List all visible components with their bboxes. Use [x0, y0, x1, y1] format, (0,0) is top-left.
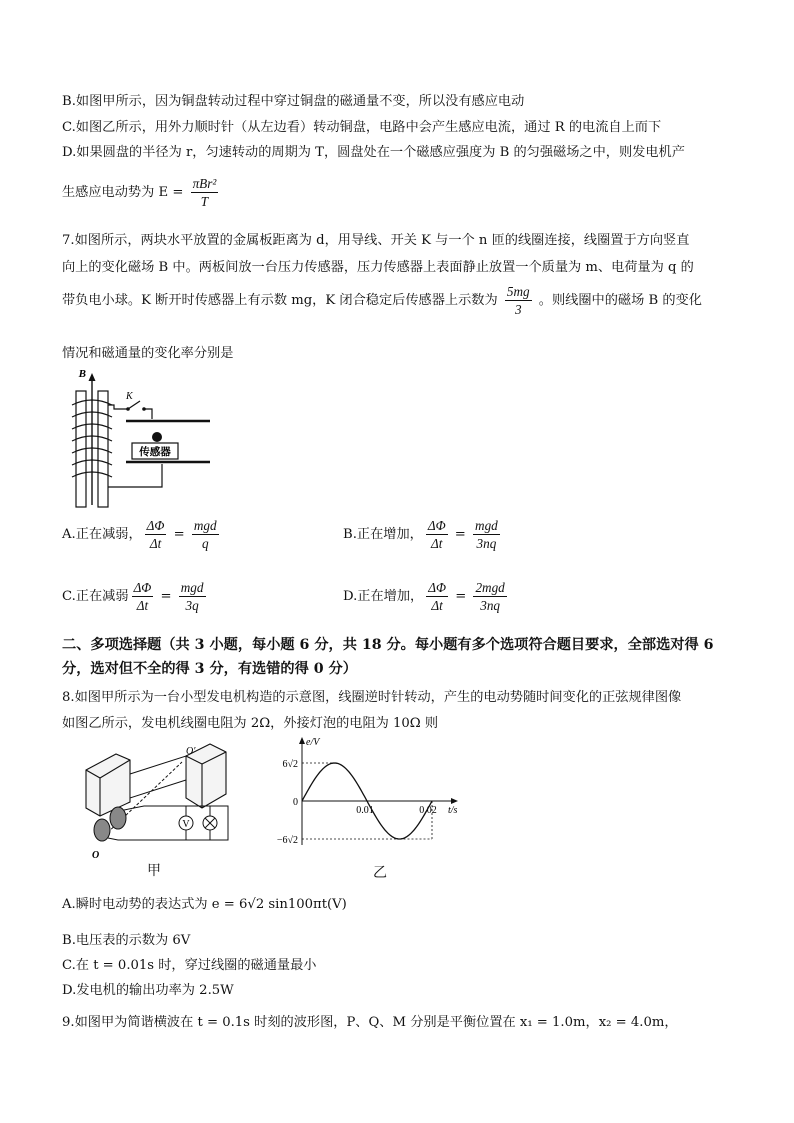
q8-emf-chart [258, 735, 468, 850]
q6-option-d-line1: D.如果圆盘的半径为 r，匀速转动的周期为 T，圆盘处在一个磁感应强度为 B 的匀强磁场之中，则发电机产 [62, 145, 685, 160]
wire-top [108, 405, 128, 409]
q7-line3-prefix: 带负电小球。K 断开时传感器上有示数 mg，K 闭合稳定后传感器上示数为 [62, 293, 498, 308]
q7-circuit-figure [64, 365, 224, 515]
y-axis-label: e/V [306, 737, 320, 748]
q6-emf-fraction [191, 176, 219, 209]
x-axis-arrow-icon [451, 798, 458, 804]
slip-ring-1 [110, 807, 126, 829]
q6-emf-numerator: πBr² [192, 176, 217, 191]
q7-option-b: B.正在增加， $\frac{\Delta\Phi}{\Delta t}$ = $\frac{\text{mgd}}{3nq}$ [343, 518, 498, 551]
sensor-label: 传感器 [139, 446, 171, 458]
q7-option-c: C.正在减弱 $\frac{\Delta\Phi}{\Delta t}$ = $\frac{\text{mgd}}{3q}$ [62, 580, 204, 613]
figure-label-yi: 乙 [373, 865, 387, 881]
charged-ball [152, 432, 162, 442]
x-axis-label: t/s [448, 805, 458, 816]
x-tick-label-002: 0.02 [419, 805, 437, 816]
label-o-prime: O′ [186, 746, 196, 757]
q7-option-d: D.正在增加， $\frac{\Delta\Phi}{\Delta t}$ = $\frac{\text{2mgd}}{3nq}$ [343, 580, 505, 613]
y-tick-label-zero: 0 [293, 797, 298, 808]
label-k: K [126, 391, 133, 402]
q6-option-c: C.如图乙所示，用外力顺时针（从左边看）转动铜盘，电路中会产生感应电流，通过 R 的电流自上而下 [62, 120, 662, 135]
arrow-head-icon [89, 373, 96, 381]
q6-option-b: B.如图甲所示，因为铜盘转动过程中穿过铜盘的磁通量不变，所以没有感应电动 [62, 94, 525, 109]
q6-emf-denominator: T [200, 194, 209, 209]
q7-reading-fraction [505, 284, 532, 317]
q7-reading-numerator: 5mg [506, 284, 530, 299]
q8-stem-line2: 如图乙所示，发电机线圈电阻为 2Ω，外接灯泡的电阻为 10Ω 则 [62, 716, 439, 731]
switch-k [128, 401, 140, 409]
q6-option-d-line2 [62, 176, 221, 209]
q8-option-b: B.电压表的示数为 6V [62, 933, 191, 948]
q7-reading-denominator: 3 [514, 302, 522, 317]
q7-stem-line4: 情况和磁通量的变化率分别是 [62, 346, 234, 361]
slip-ring-2 [94, 819, 110, 841]
label-o: O [92, 850, 100, 861]
q9-stem-line1: 9.如图甲为简谐横波在 t = 0.1s 时刻的波形图，P、Q、M 分别是平衡位置在 x₁ = 1.0m，x₂ = 4.0m， [62, 1015, 678, 1030]
figure-label-jia: 甲 [147, 863, 161, 879]
q8-option-a: A.瞬时电动势的表达式为 e = 6√2 sin100πt(V) [62, 897, 347, 912]
label-b: B [78, 368, 86, 380]
wire-bottom [108, 464, 162, 487]
q7-line3-suffix: 。则线圈中的磁场 B 的变化 [538, 293, 702, 308]
y-axis-arrow-icon [299, 737, 305, 744]
x-tick-label-001: 0.01 [356, 805, 374, 816]
q7-option-a: A.正在减弱， $\frac{\Delta\Phi}{\Delta t}$ = $\frac{\text{mgd}}{q}$ [62, 518, 217, 551]
section-heading-multiple-choice: 二、多项选择题（共 3 小题，每小题 6 分，共 18 分。每小题有多个选项符合题目要求，全部选对得 6 分，选对但不全的得 3 分，有选错的得 0 分） [62, 637, 714, 677]
y-tick-label-min: −6√2 [276, 835, 298, 846]
label-v: V [182, 819, 190, 830]
y-tick-label-max: 6√2 [282, 759, 298, 770]
rotating-coil [130, 756, 186, 798]
q7-stem-line2: 向上的变化磁场 B 中。两板间放一台压力传感器，压力传感器上表面静止放置一个质量为 m、电荷量为 q 的 [62, 260, 694, 275]
q8-option-c: C.在 t = 0.01s 时，穿过线圈的磁通量最小 [62, 958, 317, 973]
q7-stem-line1: 7.如图所示，两块水平放置的金属板距离为 d，用导线、开关 K 与一个 n 匝的线圈连接，线圈置于方向竖直 [62, 233, 690, 248]
q8-stem-line1: 8.如图甲所示为一台小型发电机构造的示意图，线圈逆时针转动，产生的电动势随时间变化的正弦规律图像 [62, 690, 682, 705]
q8-generator-figure [78, 740, 248, 870]
magnet-left [86, 754, 130, 816]
q8-option-d: D.发电机的输出功率为 2.5W [62, 983, 234, 998]
q6-option-d-prefix: 生感应电动势为 E = [62, 185, 184, 200]
q7-stem-line3 [62, 284, 702, 317]
